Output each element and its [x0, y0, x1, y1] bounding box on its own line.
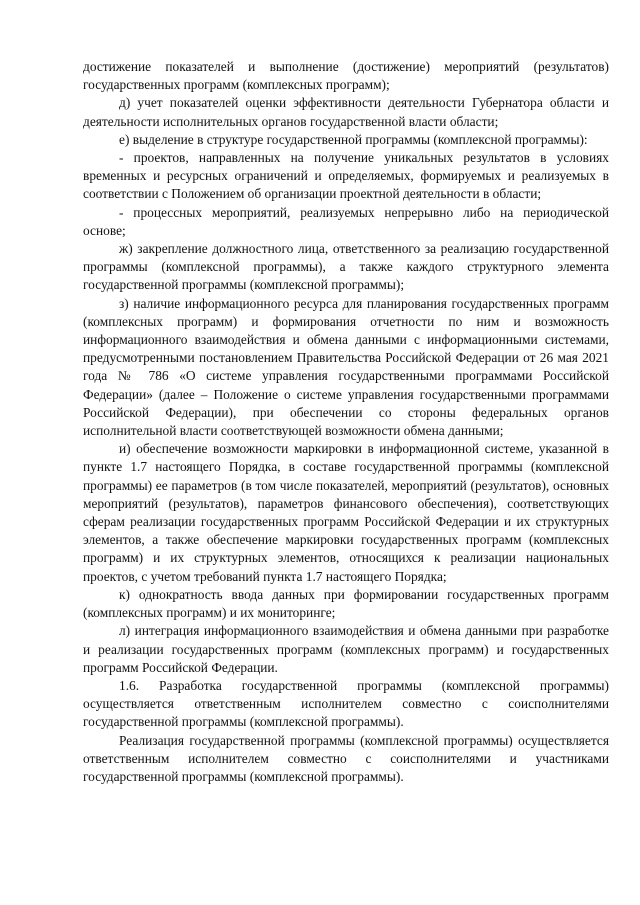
paragraph-section-1-6: 1.6. Разработка государственной программы (комплексной программы) осуществляется ответственным исполнителем совместно с соисполнителями государственной программы (комплексной программы). [83, 677, 609, 730]
paragraph-item-d: д) учет показателей оценки эффективности деятельности Губернатора области и деятельности исполнительных органов государственной власти области; [83, 95, 609, 129]
paragraph-item-e: е) выделение в структуре государственной программы (комплексной программы): [119, 131, 588, 147]
paragraph-item-i: и) обеспечение возможности маркировки в информационной системе, указанной в пункте 1.7 настоящего Порядка, в составе государственной программы (комплексной программы) ее параметров (в том числе показателей, мероприятий (результатов), основных мероприятий (результатов), параметров финансового обеспечения), соответствующих сферам реализации государственных программ Российской Федерации и их структурных элементов, а также обеспечение маркировки государственных программ (комплексных программ) и их структурных элементов, относящихся к реализации национальных проектов, с учетом требований пункта 1.7 настоящего Порядка; [83, 441, 609, 584]
paragraph-projects-dash: - проектов, направленных на получение уникальных результатов в условиях временных и ресурсных ограничений и определяемых, формируемых и реализуемых в соответствии с Положением об организации проектной деятельности в области; [83, 150, 609, 202]
paragraph-item-zh: ж) закрепление должностного лица, ответственного за реализацию государственной программы (комплексной программы), а также каждого структурного элемента государственной программы (комплексной программы); [83, 241, 609, 293]
paragraph-implementation: Реализация государственной программы (комплексной программы) осуществляется ответственным исполнителем совместно с соисполнителями и участниками государственной программы (комплексной программы). [83, 732, 609, 784]
paragraph-process-dash: - процессных мероприятий, реализуемых непрерывно либо на периодической основе; [83, 204, 609, 238]
document-body [83, 58, 609, 786]
paragraph-continuation: достижение показателей и выполнение (достижение) мероприятий (результатов) государственных программ (комплексных программ); [83, 59, 609, 93]
paragraph-item-z: з) наличие информационного ресурса для планирования государственных программ (комплексных программ) и формирования отчетности по ним и возможность информационного взаимодействия и обмена данными с информационными системами, предусмотренными постановлением Правительства Российской Федерации от 26 мая 2021 года № 786 «О системе управления государственными программами Российской Федерации» (далее – Положение о системе управления государственными программами Российской Федерации), при обеспечении со стороны федеральных органов исполнительной власти соответствующей возможности обмена данными; [83, 295, 609, 439]
paragraph-item-l: л) интеграция информационного взаимодействия и обмена данными при разработке и реализации государственных программ (комплексных программ) и государственных программ Российской Федерации. [83, 623, 609, 675]
paragraph-item-k: к) однократность ввода данных при формировании государственных программ (комплексных программ) и их мониторинге; [83, 586, 609, 621]
